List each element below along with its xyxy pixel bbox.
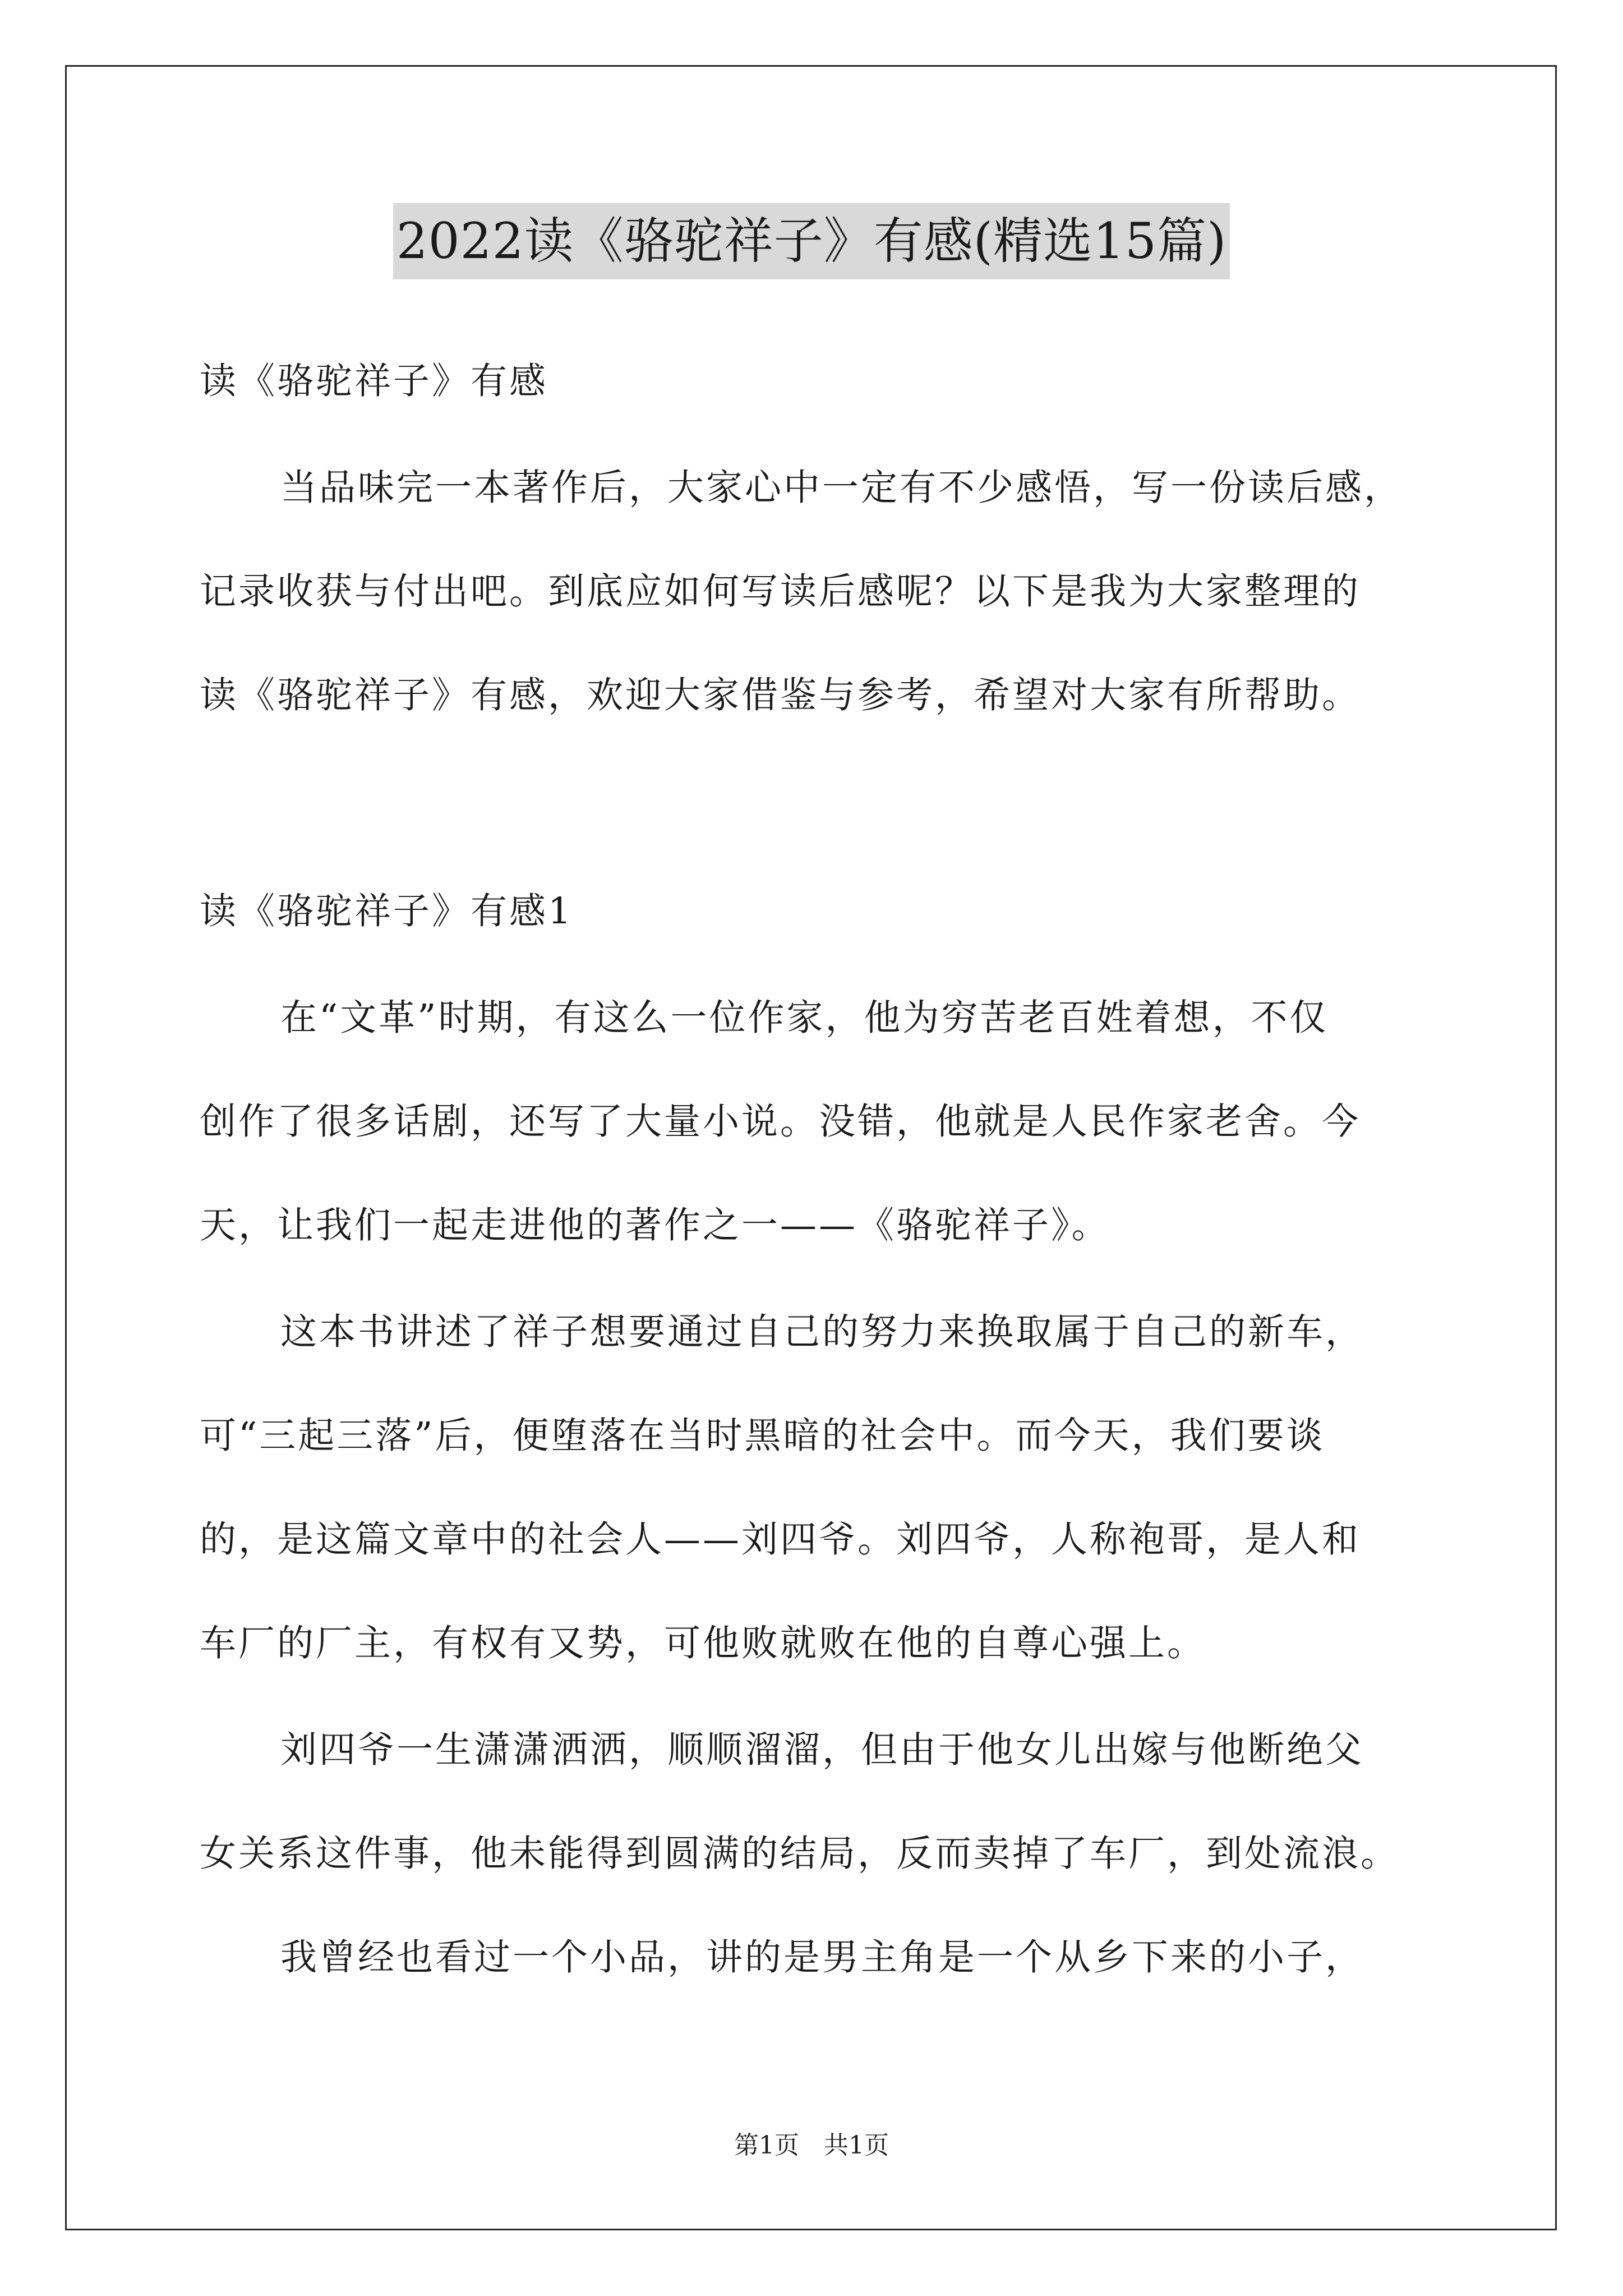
- section1-line-8: 刘四爷一生潇潇洒洒，顺顺溜溜，但由于他女儿出嫁与他断绝父: [280, 1729, 1364, 1771]
- section1-line-4: 这本书讲述了祥子想要通过自己的努力来换取属于自己的新车，: [280, 1311, 1364, 1353]
- section1-line-10: 我曾经也看过一个小品，讲的是男主角是一个从乡下来的小子，: [280, 1936, 1364, 1978]
- document-title: 2022读《骆驼祥子》有感(精选15篇): [393, 203, 1230, 279]
- title-container: [0, 203, 1623, 279]
- intro-line-3: 读《骆驼祥子》有感，欢迎大家借鉴与参考，希望对大家有所帮助。: [200, 674, 1361, 716]
- section1-line-5: 可“三起三落”后，便堕落在当时黑暗的社会中。而今天，我们要谈: [200, 1415, 1325, 1457]
- section1-line-1: 在“文革”时期，有这么一位作家，他为穷苦老百姓着想，不仅: [280, 997, 1329, 1039]
- section1-line-7: 车厂的厂主，有权有又势，可他败就败在他的自尊心强上。: [200, 1622, 1206, 1664]
- intro-line-1: 当品味完一本著作后，大家心中一定有不少感悟，写一份读后感，: [280, 467, 1403, 509]
- intro-heading: 读《骆驼祥子》有感: [200, 360, 548, 402]
- section1-line-2: 创作了很多话剧，还写了大量小说。没错，他就是人民作家老舍。今: [200, 1101, 1361, 1143]
- section1-heading: 读《骆驼祥子》有感1: [200, 890, 574, 932]
- intro-line-2: 记录收获与付出吧。到底应如何写读后感呢？以下是我为大家整理的: [200, 570, 1361, 613]
- page-footer: 第1页 共1页: [734, 2131, 889, 2160]
- section1-line-3: 天，让我们一起走进他的著作之一——《骆驼祥子》。: [200, 1204, 1110, 1246]
- section1-line-9: 女关系这件事，他未能得到圆满的结局，反而卖掉了车厂，到处流浪。: [200, 1833, 1400, 1875]
- section1-line-6: 的，是这篇文章中的社会人——刘四爷。刘四爷，人称袍哥，是人和: [200, 1519, 1361, 1561]
